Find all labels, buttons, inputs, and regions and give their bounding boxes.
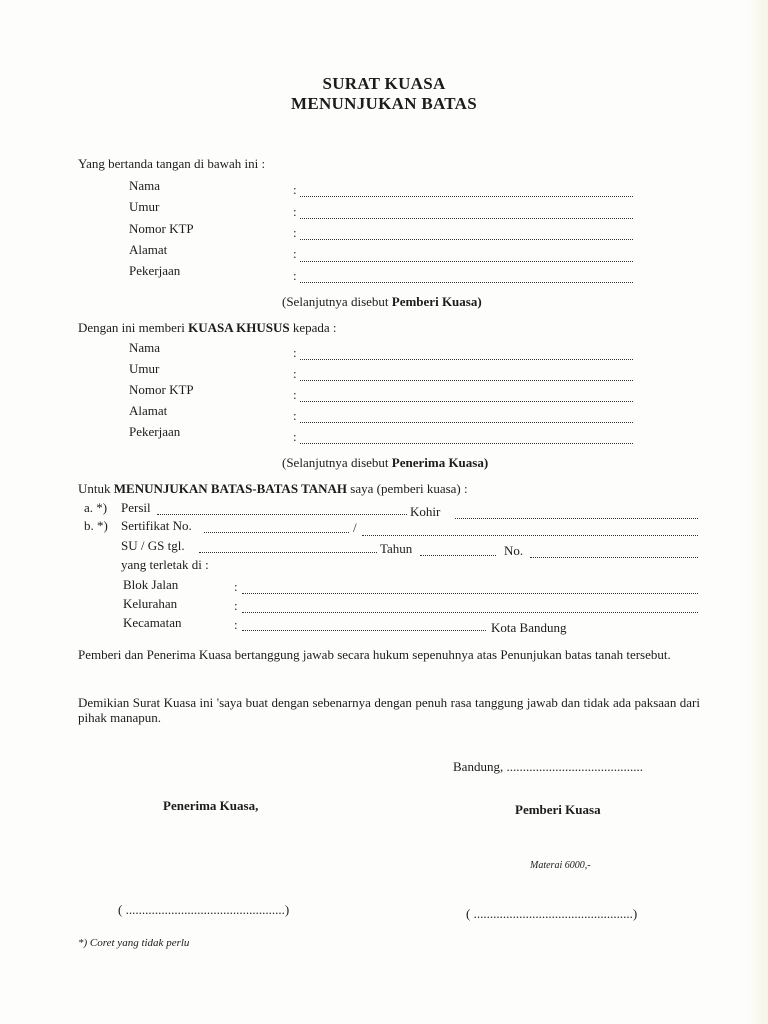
kohir-blank[interactable]	[455, 518, 698, 519]
receiver-field-blank[interactable]	[300, 443, 633, 444]
receiver-field-colon: :	[293, 429, 297, 444]
giver-field-blank[interactable]	[300, 282, 633, 283]
document-title-line1: SURAT KUASA	[322, 74, 446, 93]
page-edge-shading	[746, 0, 768, 1024]
giver-intro: Yang bertanda tangan di bawah ini :	[78, 156, 266, 171]
location-field-label: Kecamatan	[123, 615, 182, 630]
sertifikat-suffix-blank[interactable]	[362, 535, 698, 536]
tahun-blank[interactable]	[420, 555, 496, 556]
giver-field-blank[interactable]	[300, 261, 633, 262]
receiver-signature-label: Penerima Kuasa,	[163, 798, 259, 813]
item-a-marker: a. *)	[84, 500, 108, 515]
location-field-colon: :	[234, 598, 238, 613]
purpose-line: Untuk MENUNJUKAN BATAS-BATAS TANAH saya (pemberi kuasa) :	[78, 481, 468, 496]
blok-jalan-blank[interactable]	[242, 593, 698, 594]
giver-note: (Selanjutnya disebut Pemberi Kuasa)	[282, 294, 482, 309]
receiver-field-label: Pekerjaan	[129, 424, 181, 439]
item-a-label: Persil	[121, 500, 151, 515]
su-gs-date-blank[interactable]	[199, 552, 377, 553]
receiver-field-blank[interactable]	[300, 380, 633, 381]
receiver-field-label: Alamat	[129, 403, 168, 418]
item-b-marker: b. *)	[84, 518, 108, 533]
sertifikat-slash: /	[353, 520, 357, 535]
receiver-field-colon: :	[293, 345, 297, 360]
giver-field-label: Nomor KTP	[129, 221, 194, 236]
stamp-duty-label: Materai 6000,-	[530, 860, 591, 871]
su-gs-number-blank[interactable]	[530, 557, 698, 558]
receiver-field-blank[interactable]	[300, 359, 633, 360]
receiver-intro: Dengan ini memberi KUASA KHUSUS kepada :	[78, 320, 337, 335]
giver-field-blank[interactable]	[300, 218, 633, 219]
giver-signature-label: Pemberi Kuasa	[515, 802, 601, 817]
giver-field-label: Umur	[129, 199, 160, 214]
receiver-field-colon: :	[293, 387, 297, 402]
location-field-label: Kelurahan	[123, 596, 178, 611]
location-field-colon: :	[234, 579, 238, 594]
receiver-field-colon: :	[293, 408, 297, 423]
giver-field-label: Alamat	[129, 242, 168, 257]
giver-field-label: Pekerjaan	[129, 263, 181, 278]
su-gs-label: SU / GS tgl.	[121, 538, 185, 553]
receiver-signature-line[interactable]: ( .................................................)	[118, 902, 290, 917]
responsibility-paragraph: Pemberi dan Penerima Kuasa bertanggung jawab secara hukum sepenuhnya atas Penunjukan batas tanah tersebut.	[78, 647, 671, 662]
persil-blank[interactable]	[157, 514, 407, 515]
footnote: *) Coret yang tidak perlu	[78, 937, 190, 949]
location-field-colon: :	[234, 617, 238, 632]
closing-paragraph: Demikian Surat Kuasa ini 'saya buat dengan sebenarnya dengan penuh rasa tanggung jawab dan tidak ada paksaan dari pihak manapun.	[78, 695, 700, 725]
kota-label: Kota Bandung	[491, 620, 567, 635]
receiver-note: (Selanjutnya disebut Penerima Kuasa)	[282, 455, 489, 470]
giver-field-colon: :	[293, 246, 297, 261]
receiver-field-blank[interactable]	[300, 401, 633, 402]
location-field-label: Blok Jalan	[123, 577, 179, 592]
receiver-field-label: Umur	[129, 361, 160, 376]
giver-field-colon: :	[293, 204, 297, 219]
giver-signature-line[interactable]: ( .................................................)	[466, 906, 638, 921]
sertifikat-number-blank[interactable]	[204, 532, 349, 533]
giver-field-colon: :	[293, 268, 297, 283]
giver-field-blank[interactable]	[300, 239, 633, 240]
giver-field-blank[interactable]	[300, 196, 633, 197]
kecamatan-blank[interactable]	[242, 630, 486, 631]
item-b-label: Sertifikat No.	[121, 518, 192, 533]
document-title-line2: MENUNJUKAN BATAS	[291, 94, 477, 113]
no-label: No.	[504, 543, 524, 558]
receiver-field-label: Nama	[129, 340, 161, 355]
located-label: yang terletak di :	[121, 557, 209, 572]
giver-field-colon: :	[293, 182, 297, 197]
item-a-kohir-label: Kohir	[410, 504, 441, 519]
kelurahan-blank[interactable]	[242, 612, 698, 613]
tahun-label: Tahun	[380, 541, 413, 556]
giver-field-colon: :	[293, 225, 297, 240]
receiver-field-blank[interactable]	[300, 422, 633, 423]
place-date[interactable]: Bandung, ..........................................	[453, 759, 643, 774]
receiver-field-label: Nomor KTP	[129, 382, 194, 397]
receiver-field-colon: :	[293, 366, 297, 381]
giver-field-label: Nama	[129, 178, 161, 193]
